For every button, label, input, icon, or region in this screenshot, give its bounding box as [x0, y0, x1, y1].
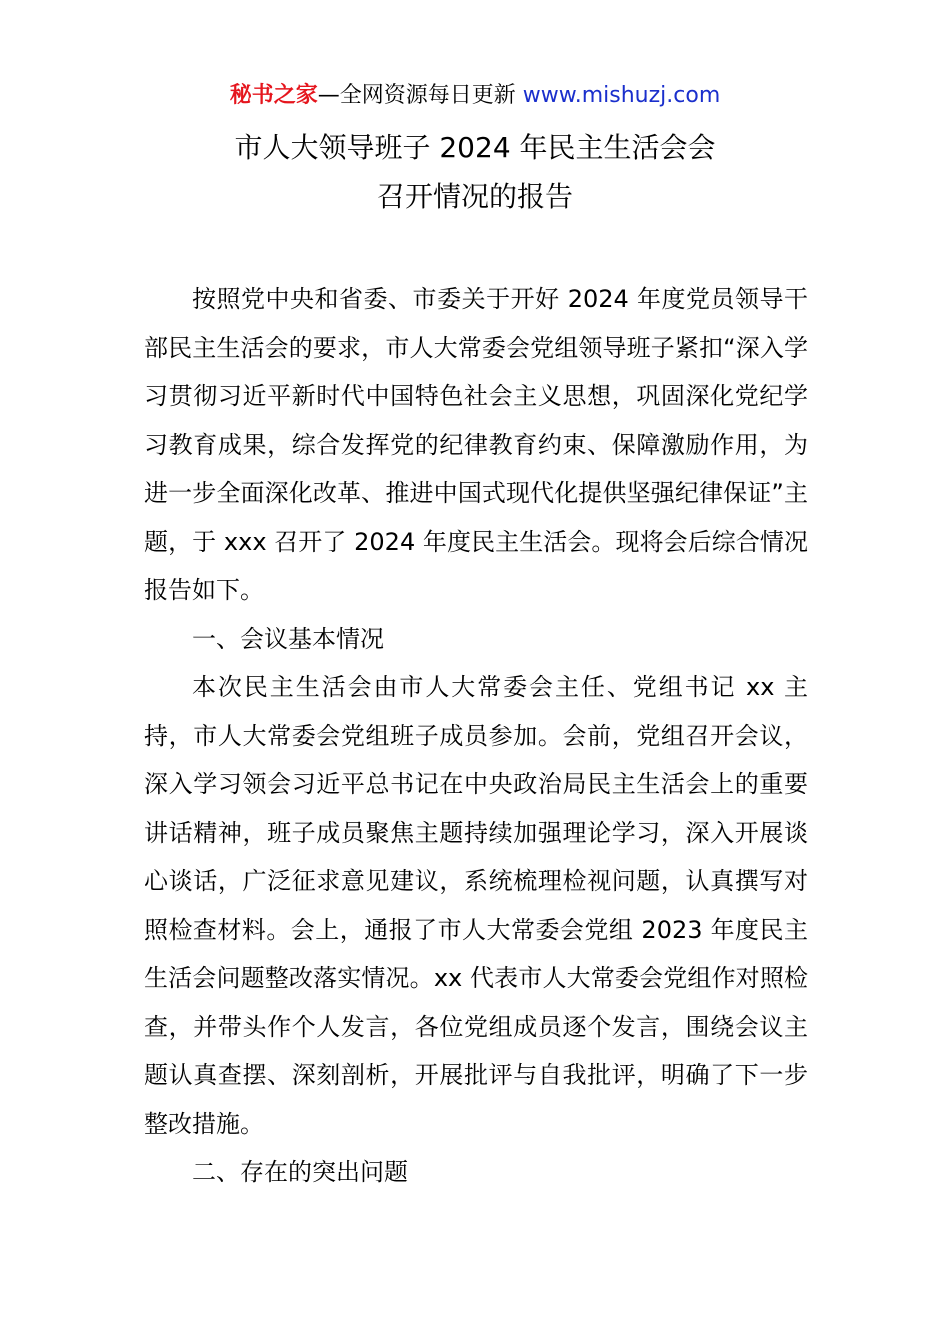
- site-url-link[interactable]: www.mishuzj.com: [522, 83, 721, 108]
- paragraph-intro: 按照党中央和省委、市委关于开好 2024 年度党员领导干部民主生活会的要求，市人大常委会党组领导班子紧扣“深入学习贯彻习近平新时代中国特色社会主义思想，巩固深化党纪学习教育成果，综合发挥党的纪律教育约束、保障激励作用，为进一步全面深化改革、推进中国式现代化提供坚强纪律保证”主题，于 xxx 召开了 2024 年度民主生活会。现将会后综合情况报告如下。: [144, 285, 808, 604]
- brand-name: 秘书之家: [229, 83, 318, 108]
- document-body: [144, 275, 808, 1197]
- banner-tagline: —全网资源每日更新: [317, 83, 516, 108]
- paragraph-meeting-overview: 本次民主生活会由市人大常委会主任、党组书记 xx 主持，市人大常委会党组班子成员参加。会前，党组召开会议，深入学习领会习近平总书记在中央政治局民主生活会上的重要讲话精神，班子成员聚焦主题持续加强理论学习，深入开展谈心谈话，广泛征求意见建议，系统梳理检视问题，认真撰写对照检查材料。会上，通报了市人大常委会党组 2023 年度民主生活会问题整改落实情况。xx 代表市人大常委会党组作对照检查，并带头作个人发言，各位党组成员逐个发言，围绕会议主题认真查摆、深刻剖析，开展批评与自我批评，明确了下一步整改措施。: [144, 673, 808, 1138]
- section-heading-1: 一、会议基本情况: [192, 624, 384, 653]
- site-banner: [0, 80, 950, 112]
- document-title-line-2: 召开情况的报告: [376, 180, 573, 213]
- document-title-line-1: 市人大领导班子 2024 年民主生活会会: [234, 131, 716, 164]
- section-heading-2: 二、存在的突出问题: [192, 1158, 408, 1186]
